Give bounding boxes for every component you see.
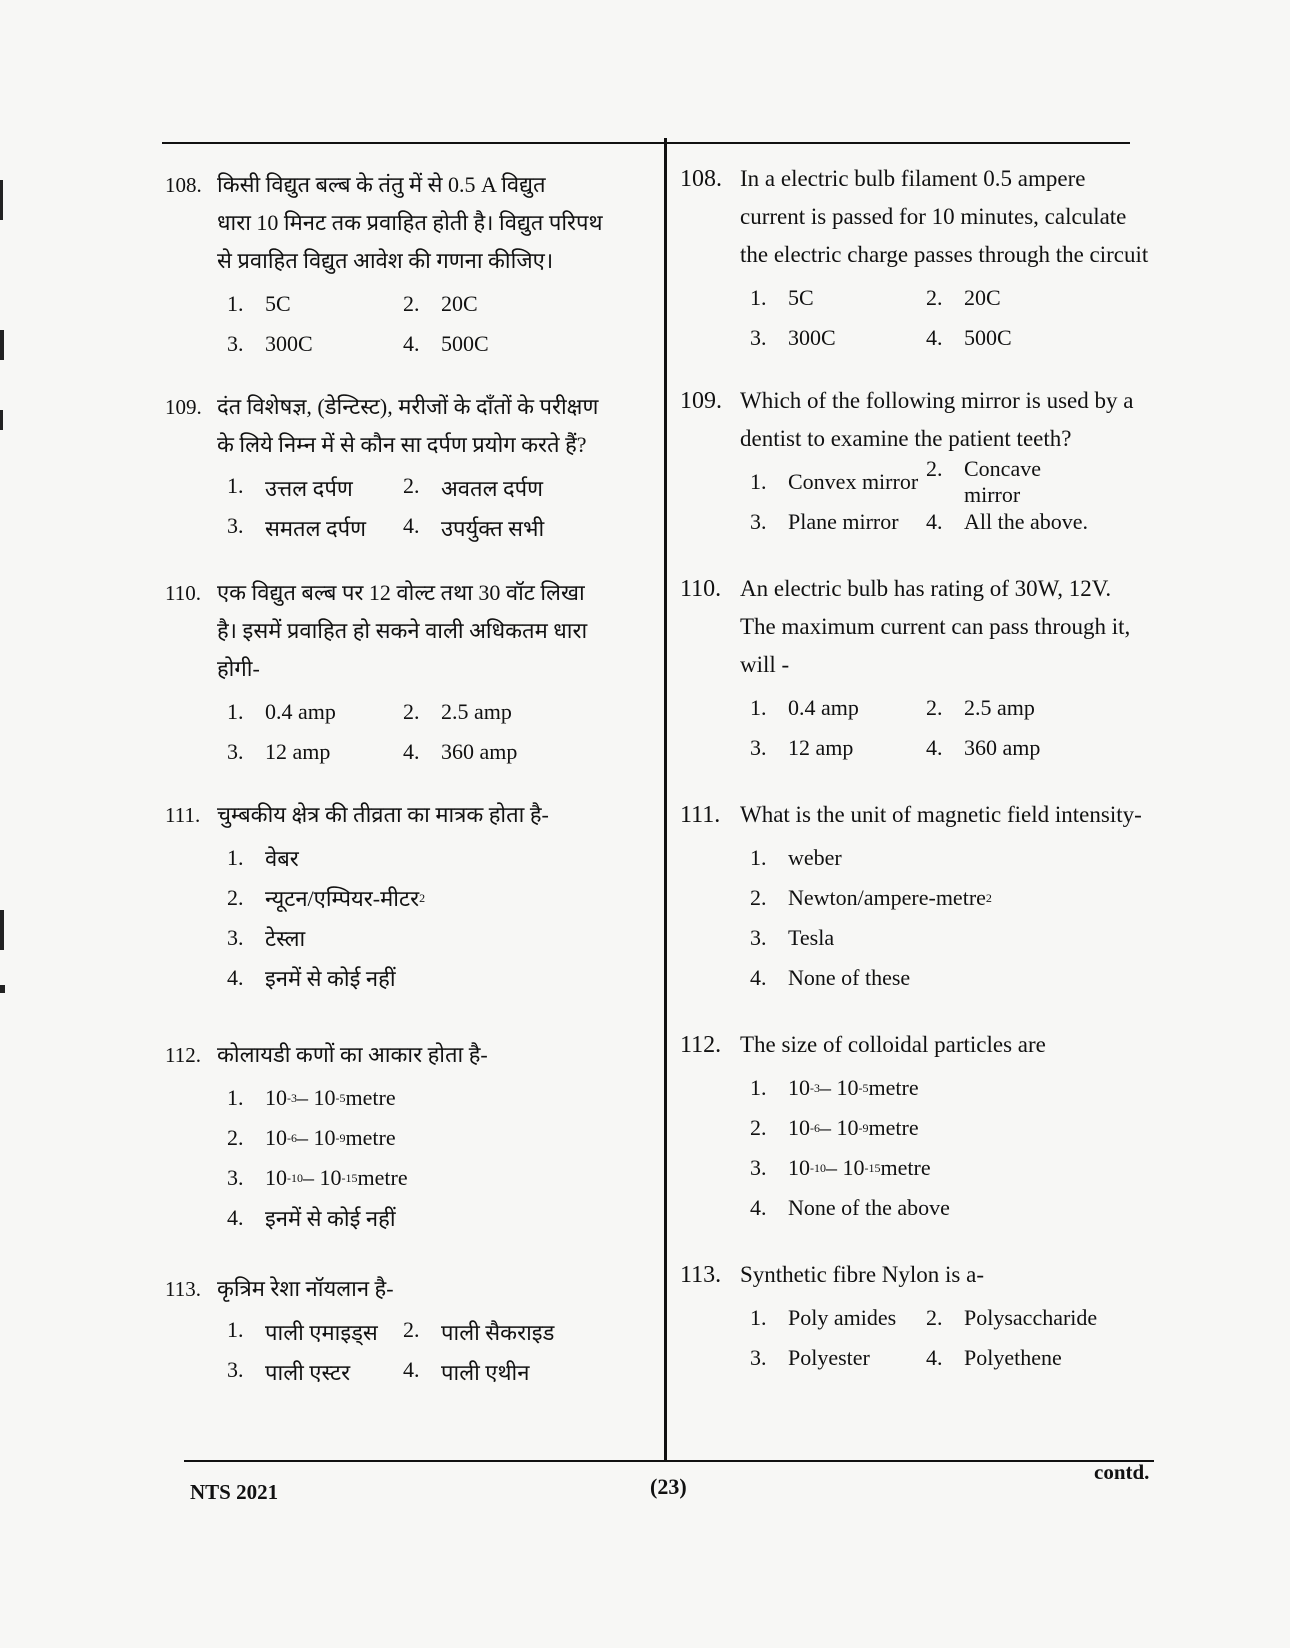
option-2: 2. अवतल दर्पण [403,473,544,501]
option-1: 1. 10 -3 – 10 -5 metre [227,1085,396,1110]
question-text [217,1270,394,1308]
option-1: 1. 5C [227,291,291,316]
question-text [740,160,1148,274]
question-110-english [680,570,1140,768]
bottom-rule [184,1460,1154,1462]
question-109-english [680,382,1140,542]
option-2: 2. 10 -6 – 10 -9 metre [227,1125,396,1150]
option-1: 1. उत्तल दर्पण [227,473,353,501]
option-3: 3. Tesla [750,925,835,950]
option-1: 1. 0.4 amp [750,695,859,720]
question-text [740,1256,984,1294]
question-line: Synthetic fibre Nylon is a- [740,1262,985,1287]
options-grid [750,456,1140,542]
question-text [217,1036,488,1074]
question-112-english [680,1026,1140,1228]
option-3: 3. Plane mirror [750,509,899,534]
option-1: 1. Convex mirror [750,469,919,494]
options-grid [750,278,1140,358]
option-2: 2. Concave mirror [926,456,1041,507]
question-line: Which of the following mirror is used by a [740,388,1134,413]
question-number: 112. [165,1043,201,1067]
question-number: 113. [680,1262,722,1288]
question-line: के लिये निम्न में से कौन सा दर्पण प्रयोग करते हैं? [217,432,587,457]
question-number: 108. [680,166,722,192]
question-line: चुम्बकीय क्षेत्र की तीव्रता का मात्रक होता है- [217,802,549,827]
page-number: (23) [650,1474,687,1499]
option-2: 2. पाली सैकराइड [403,1317,555,1345]
option-2: 2. 2.5 amp [926,695,1035,720]
option-4: 4. Polyethene [926,1345,1062,1370]
question-112-hindi [165,1036,625,1238]
question-text [217,796,549,834]
question-line: दंत विशेषज्ञ, (डेन्टिस्ट), मरीजों के दाँतों के परीक्षण [217,394,599,419]
question-number: 112. [680,1032,722,1058]
options-list [750,838,1140,998]
options-grid [227,1312,625,1392]
question-text [740,382,1133,458]
option-4: 4. पाली एथीन [403,1357,530,1385]
question-text [740,570,1130,684]
question-line: What is the unit of magnetic field intensity- [740,802,1142,827]
continued-label: contd. [1094,1460,1150,1484]
question-text [217,388,598,464]
option-4: 4. 360 amp [403,739,518,764]
option-2: 2. 2.5 amp [403,699,512,724]
question-line: In a electric bulb filament 0.5 ampere [740,166,1086,191]
question-line: the electric charge passes through the circuit [740,242,1149,267]
option-4: 4. इनमें से कोई नहीं [227,1205,396,1231]
option-2: 2. 10 -6 – 10 -9 metre [750,1115,919,1140]
question-text [740,796,1142,834]
question-113-hindi [165,1270,625,1392]
options-grid [750,1298,1140,1378]
options-grid [227,468,625,548]
option-2: 2. Polysaccharide [926,1305,1098,1330]
top-rule [162,142,1130,144]
option-4: 4. 360 amp [926,735,1041,760]
option-2: 2. न्यूटन/एम्पियर-मीटर 2 [227,885,426,911]
question-number: 110. [680,576,722,602]
question-line: किसी विद्युत बल्ब के तंतु में से 0.5 A विद्युत [217,172,546,197]
question-113-english [680,1256,1140,1378]
option-3: 3. 300C [227,331,313,356]
question-108-hindi [165,166,625,364]
option-1: 1. वेबर [227,845,299,871]
question-number: 110. [165,581,201,605]
options-grid [227,284,625,364]
option-1: 1. 5C [750,285,814,310]
question-number: 111. [165,803,201,827]
option-4: 4. 500C [403,331,489,356]
question-number: 111. [680,802,721,828]
option-1: 1. Poly amides [750,1305,897,1330]
question-109-hindi [165,388,625,548]
option-3: 3. 10 -10 – 10 -15 metre [750,1155,931,1180]
option-2: 2. 20C [403,291,478,316]
option-1: 1. weber [750,845,842,870]
question-number: 113. [165,1277,201,1301]
option-2: 2. Newton/ampere-metre 2 [750,885,992,910]
options-grid [227,692,625,772]
options-list [750,1068,1140,1228]
option-1: 1. 10 -3 – 10 -5 metre [750,1075,919,1100]
option-3: 3. 300C [750,325,836,350]
question-text [740,1026,1046,1064]
option-4: 4. उपर्युक्त सभी [403,513,545,541]
option-4: 4. 500C [926,325,1012,350]
option-1: 1. 0.4 amp [227,699,336,724]
question-text [217,166,603,280]
option-4: 4. None of the above [750,1195,950,1220]
option-3: 3. टेस्ला [227,925,306,951]
question-line: एक विद्युत बल्ब पर 12 वोल्ट तथा 30 वॉट लिखा [217,580,585,605]
question-line: The maximum current can pass through it, [740,614,1131,639]
question-110-hindi [165,574,625,772]
question-line: धारा 10 मिनट तक प्रवाहित होती है। विद्युत परिपथ [217,210,603,235]
exam-code: NTS 2021 [190,1480,279,1504]
question-line: current is passed for 10 minutes, calculate [740,204,1127,229]
option-2: 2. 20C [926,285,1001,310]
option-3: 3. पाली एस्टर [227,1357,351,1385]
question-108-english [680,160,1149,358]
option-4: 4. None of these [750,965,911,990]
question-number: 109. [165,395,202,419]
option-1: 1. पाली एमाइड्स [227,1317,378,1345]
option-4: 4. इनमें से कोई नहीं [227,965,396,991]
options-grid [750,688,1140,768]
options-list [227,1078,625,1238]
question-line: An electric bulb has rating of 30W, 12V. [740,576,1112,601]
option-3: 3. समतल दर्पण [227,513,367,541]
question-line: से प्रवाहित विद्युत आवेश की गणना कीजिए। [217,248,554,273]
question-111-hindi [165,796,625,998]
question-line: dentist to examine the patient teeth? [740,426,1072,451]
column-divider [664,138,667,1460]
question-line: कोलायडी कणों का आकार होता है- [217,1042,488,1067]
option-3: 3. 12 amp [750,735,854,760]
option-3: 3. Polyester [750,1345,870,1370]
question-number: 108. [165,173,202,197]
question-line: कृत्रिम रेशा नॉयलान है- [217,1276,394,1301]
option-3: 3. 12 amp [227,739,331,764]
option-3: 3. 10 -10 – 10 -15 metre [227,1165,408,1190]
scan-edge-marks [0,0,6,1648]
question-line: होगी- [217,656,260,681]
question-number: 109. [680,388,722,414]
question-text [217,574,587,688]
options-list [227,838,625,998]
question-111-english [680,796,1140,998]
question-line: The size of colloidal particles are [740,1032,1046,1057]
question-line: है। इसमें प्रवाहित हो सकने वाली अधिकतम धारा [217,618,588,643]
question-line: will - [740,652,790,677]
option-4: 4. All the above. [926,509,1089,534]
